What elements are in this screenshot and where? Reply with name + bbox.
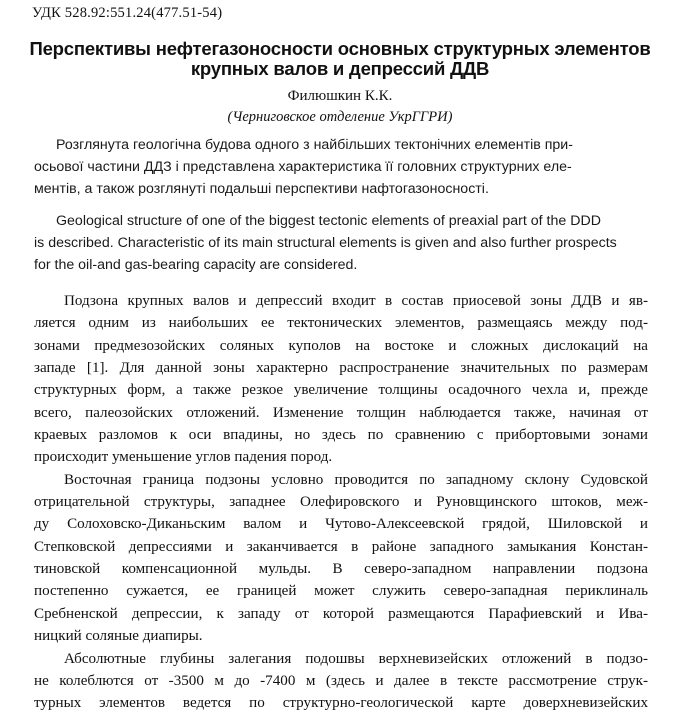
body-line: Сребненской депрессии, к западу от которой размещаются Парафиевский и Ива- <box>34 605 648 622</box>
body-line: Подзона крупных валов и депрессий входит в состав приосевой зоны ДДВ и яв- <box>64 293 648 309</box>
body-line: краевых разломов к оси впадины, но здесь по сравнению с прибортовыми зонами <box>34 427 648 444</box>
body-paragraph <box>34 290 648 469</box>
abstract-line: for the oil-and gas-bearing capacity are considered. <box>34 257 358 273</box>
body-line: Восточная граница подзоны условно проводится по западному склону Судовской <box>64 471 648 488</box>
body-line: турных элементов ведется по структурно-геологической карте доверхневизейских <box>34 695 648 712</box>
body-line: тиновской компенсационной мульды. В северо-западном направлении подзона <box>34 561 648 578</box>
body-line: ду Солоховско-Диканьским валом и Чутово-Алексеевской грядой, Шиловской и <box>34 516 648 533</box>
body-line: зонами предмезозойских соляных куполов на востоке и сложных дислокаций на <box>34 337 648 354</box>
body-paragraph <box>34 648 648 715</box>
body-paragraph <box>34 469 648 648</box>
body-line: не колеблются от -3500 м до -7400 м (здесь и далее в тексте рассмотрение струк- <box>34 672 648 689</box>
body-line: ницкий соляные диапиры. <box>34 628 203 645</box>
body-line: отрицательной структуры, западнее Олефировского и Руновщинского штоков, меж- <box>34 494 648 511</box>
abstract-line: Розглянута геологічна будова одного з найбільших тектонічних елементів при- <box>56 137 573 153</box>
article-body <box>34 290 648 715</box>
body-line: Абсолютные глубины залегания подошвы верхневизейских отложений в подзо- <box>64 650 648 667</box>
abstract-line: ментів, а також розглянуті подальші перспективи нафтогазоносності. <box>34 181 489 197</box>
abstract-line: Geological structure of one of the biggest tectonic elements of preaxial part of the DDD <box>56 213 601 229</box>
body-line: постепенно сужается, ее границей может служить северо-западная периклиналь <box>34 583 648 600</box>
title-line: Перспективы нефтегазоносности основных структурных элементов <box>29 38 651 59</box>
body-line: западе [1]. Для данной зоны характерно распространение значительных по размерам <box>34 360 648 377</box>
author-name: Филюшкин К.К. <box>287 88 393 104</box>
body-line: Степковской депрессиями и заканчивается в районе западного замыкания Констан- <box>34 538 648 555</box>
author-affiliation: (Черниговское отделение УкрГГРИ) <box>227 109 453 125</box>
abstract-line: is described. Characteristic of its main structural elements is given and also further prospects <box>34 235 617 251</box>
abstract-line: осьової частини ДДЗ і представлена характеристика її головних структурних еле- <box>34 159 572 175</box>
body-line: структурных форм, а также резкое увеличение толщины осадочного чехла и, прежде <box>34 382 648 399</box>
body-line: происходит уменьшение углов падения пород. <box>34 449 333 466</box>
abstract-ukrainian <box>34 134 648 200</box>
abstract-english <box>34 210 648 276</box>
body-line: ляется одним из наибольших ее тектонических элементов, размещаясь между под- <box>34 315 648 332</box>
article-title <box>0 39 680 79</box>
title-line: крупных валов и депрессий ДДВ <box>190 58 490 79</box>
udc-code: УДК 528.92:551.24(477.51-54) <box>32 5 223 21</box>
body-line: всего, палеозойских отложений. Изменение толщин наблюдается также, начиная от <box>34 404 648 421</box>
